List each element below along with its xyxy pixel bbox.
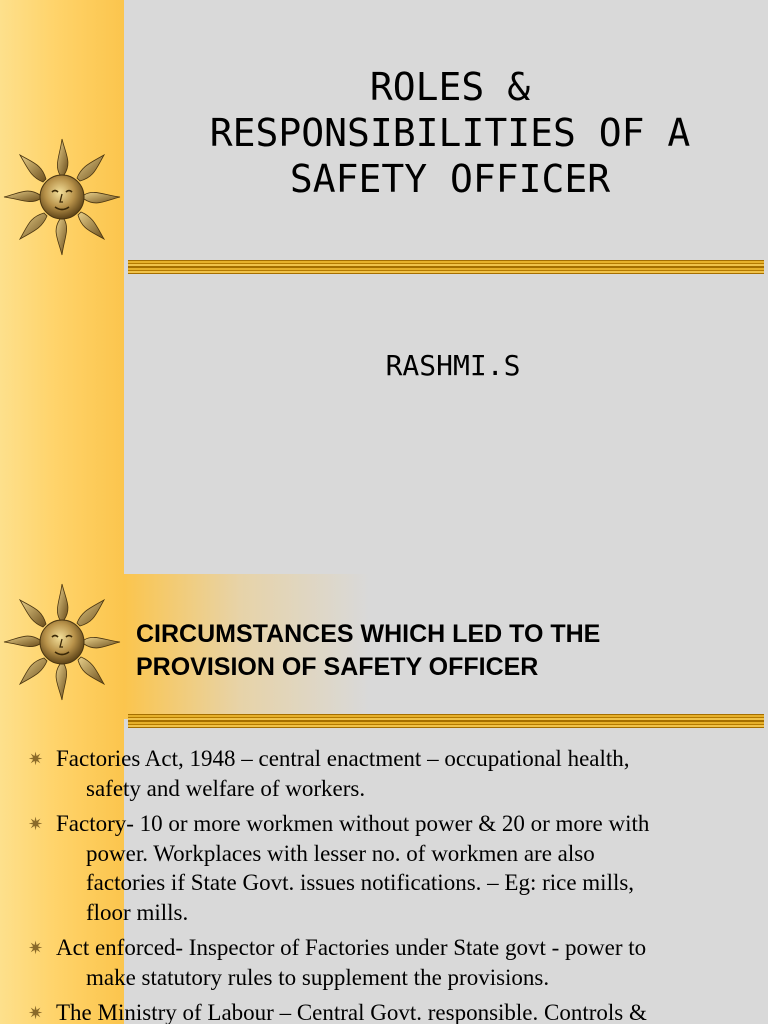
bullet-line: safety and welfare of workers. <box>86 775 366 801</box>
bullet-line: Factory- 10 or more workmen without power & 20 or more with <box>56 811 650 836</box>
gold-side-band <box>0 0 124 574</box>
author-name: RASHMI.S <box>385 349 521 382</box>
sun-face-icon <box>2 582 122 702</box>
list-item <box>26 998 756 1024</box>
bullet-line: floor mills. <box>86 899 189 925</box>
content-slide <box>0 574 768 1024</box>
star-bullet-icon: ✷ <box>28 814 44 834</box>
bullet-list <box>26 744 756 1024</box>
bullet-line: power. Workplaces with lesser no. of workmen are also <box>86 840 595 866</box>
bullet-line: The Ministry of Labour – Central Govt. responsible. Controls & <box>56 1000 647 1024</box>
bullet-line: Act enforced- Inspector of Factories under State govt - power to <box>56 935 647 960</box>
star-bullet-icon: ✷ <box>28 938 44 958</box>
star-bullet-icon: ✷ <box>28 749 44 769</box>
gold-divider-rule <box>128 714 764 728</box>
list-item <box>26 809 756 927</box>
list-item <box>26 744 756 803</box>
bullet-line: factories if State Govt. issues notifications. – Eg: rice mills, <box>86 870 635 895</box>
slide-title <box>140 64 760 202</box>
slide-title-line: ROLES & <box>369 65 531 109</box>
bullet-line: Factories Act, 1948 – central enactment – occupational health, <box>56 746 630 771</box>
slide-title-line: SAFETY OFFICER <box>289 157 611 201</box>
list-item <box>26 933 756 992</box>
slide-title-line: RESPONSIBILITIES OF A <box>209 111 691 155</box>
star-bullet-icon: ✷ <box>28 1003 44 1023</box>
slide-heading <box>136 618 756 684</box>
slide-heading-line: CIRCUMSTANCES WHICH LED TO THE <box>136 620 601 648</box>
gold-divider-rule <box>128 260 764 274</box>
sun-face-icon <box>2 137 122 257</box>
bullet-line: make statutory rules to supplement the provisions. <box>86 964 550 990</box>
slide-heading-line: PROVISION OF SAFETY OFFICER <box>136 653 539 681</box>
